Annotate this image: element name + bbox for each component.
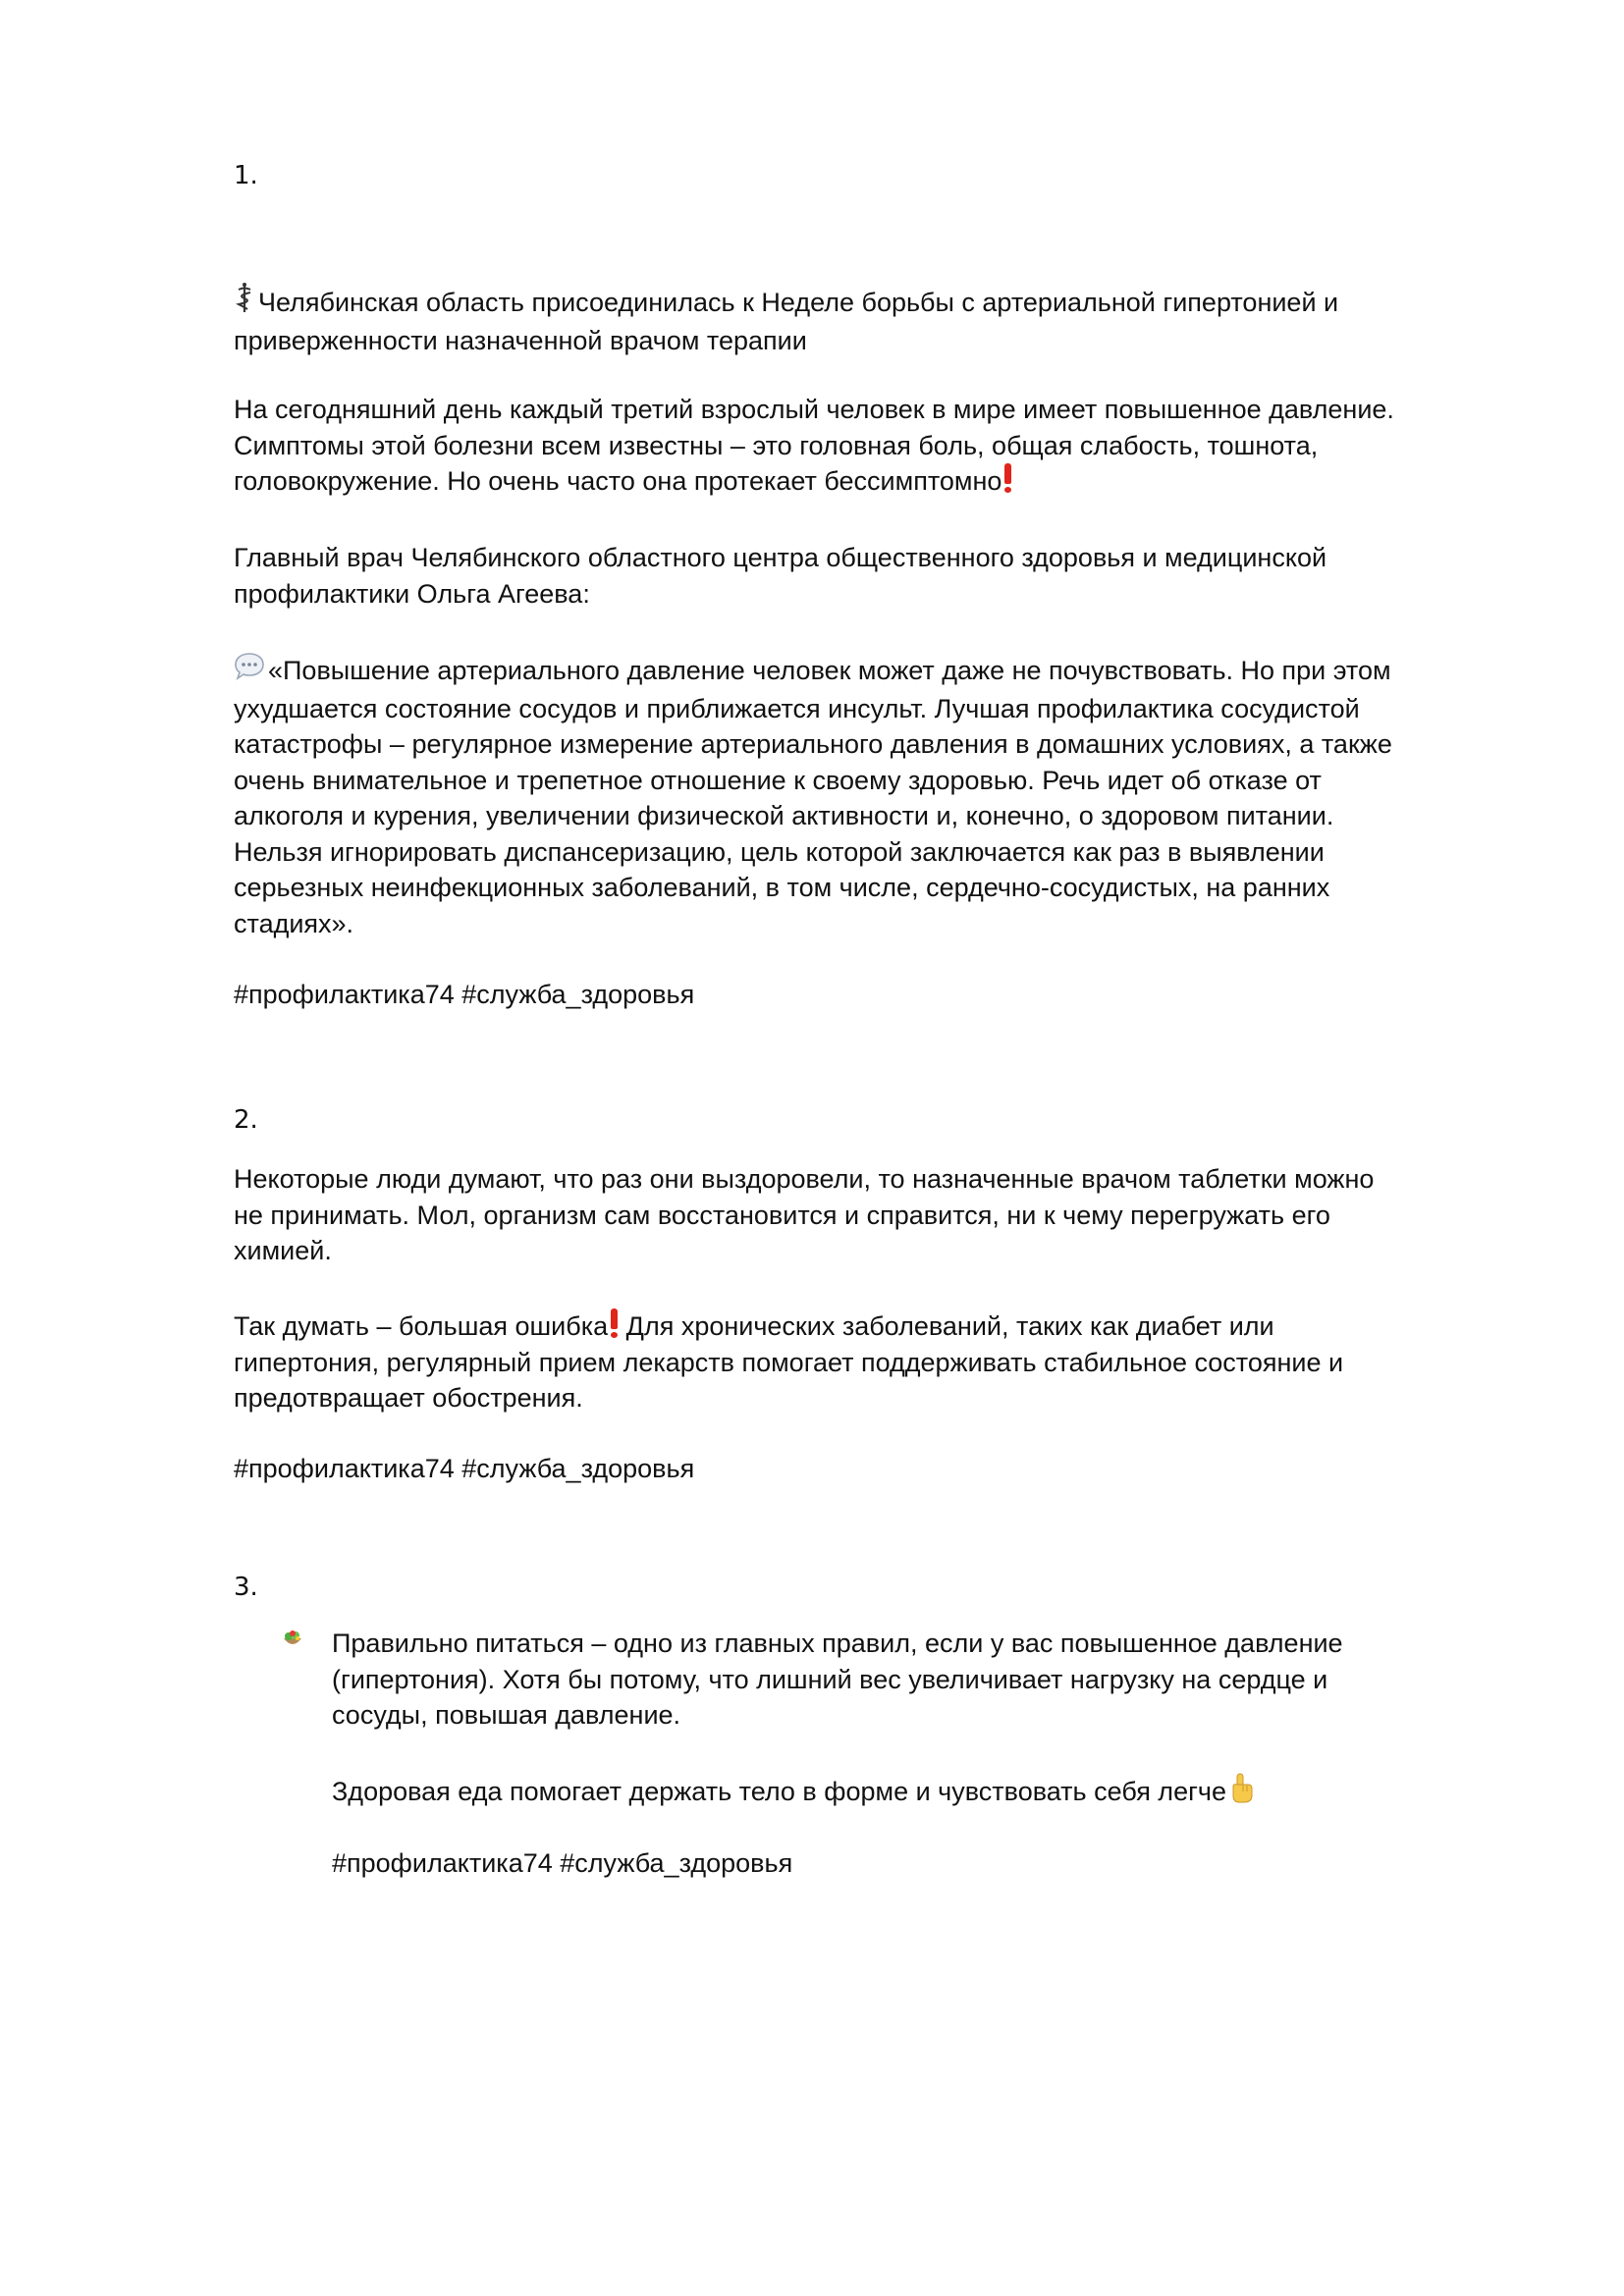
post-2-paragraph-1 — [234, 1161, 1530, 1269]
post-1-quote — [234, 652, 1530, 941]
red-exclamation-icon — [1003, 463, 1012, 493]
quote-line: ухудшается состояние сосудов и приближается инсульт. Лучшая профилактика сосудистой — [234, 693, 1360, 723]
post-3-p1-line: Правильно питаться – одно из главных правил, если у вас повышенное давление — [332, 1629, 1343, 1658]
post-3-hashtags[interactable]: #профилактика74 #служба_здоровья — [332, 1848, 793, 1878]
quote-line: алкоголя и курения, увеличении физической активности и, конечно, о здоровом питании. — [234, 801, 1334, 830]
post-1-hashtags[interactable]: #профилактика74 #служба_здоровья — [234, 980, 695, 1009]
post-1-title-line2: приверженности назначенной врачом терапии — [234, 325, 807, 355]
quote-line: «Повышение артериального давление человек может даже не почувствовать. Но при этом — [268, 656, 1391, 685]
quote-line: стадиях». — [234, 908, 354, 938]
post-2-p2-line2: гипертония, регулярный прием лекарств помогает поддерживать стабильное состояние и — [234, 1347, 1344, 1377]
post-2-paragraph-2 — [234, 1308, 1530, 1416]
post-2-p2-line1b: Для хронических заболеваний, таких как диабет или — [619, 1311, 1274, 1341]
post-3-number: 3. — [234, 1573, 258, 1602]
post-1-paragraph-2 — [234, 540, 1530, 612]
pointing-hand-icon — [1228, 1773, 1254, 1814]
post-2-p1-line: не принимать. Мол, организм сам восстановится и справится, ни к чему перегружать его — [234, 1200, 1330, 1230]
quote-line: очень внимательное и трепетное отношение к своему здоровью. Речь идет об отказе от — [234, 765, 1322, 795]
post-2-p2-line3: предотвращает обострения. — [234, 1383, 583, 1413]
medical-staff-icon — [234, 282, 255, 323]
salad-icon — [282, 1628, 303, 1649]
post-1-p2-line1: Главный врач Челябинского областного центра общественного здоровья и медицинской — [234, 543, 1327, 572]
quote-line: серьезных неинфекционных заболеваний, в том числе, сердечно-сосудистых, на ранних — [234, 873, 1330, 902]
post-2-p1-line: Некоторые люди думают, что раз они выздоровели, то назначенные врачом таблетки можно — [234, 1164, 1375, 1194]
post-2-p2-line1a: Так думать – большая ошибка — [234, 1311, 609, 1341]
post-3-paragraph-2 — [332, 1773, 1530, 1814]
post-3-paragraph-1 — [332, 1626, 1530, 1734]
post-3-p2: Здоровая еда помогает держать тело в форме и чувствовать себя легче — [332, 1777, 1227, 1806]
post-2-number: 2. — [234, 1105, 258, 1135]
post-3-p1-line: сосуды, повышая давление. — [332, 1700, 681, 1730]
speech-bubble-icon — [234, 652, 265, 691]
post-1-p1-line3: головокружение. Но очень часто она протекает бессимптомно — [234, 466, 1002, 496]
red-exclamation-icon — [610, 1308, 619, 1338]
post-1-p2-line2: профилактики Ольга Агеева: — [234, 578, 590, 609]
post-2-hashtags[interactable]: #профилактика74 #служба_здоровья — [234, 1454, 695, 1483]
post-1-title — [234, 282, 1530, 358]
post-3-p1-line: (гипертония). Хотя бы потому, что лишний вес увеличивает нагрузку на сердце и — [332, 1664, 1328, 1694]
post-2-p1-line: химией. — [234, 1236, 332, 1265]
quote-line: катастрофы – регулярное измерение артериального давления в домашних условиях, а также — [234, 729, 1392, 759]
post-1-p1-line2: Симптомы этой болезни всем известны – это головная боль, общая слабость, тошнота, — [234, 430, 1319, 460]
post-1-paragraph-1 — [234, 392, 1530, 500]
post-1-number: 1. — [234, 161, 258, 190]
quote-line: Нельзя игнорировать диспансеризацию, цель которой заключается как раз в выявлении — [234, 836, 1325, 867]
post-1-p1-line1: На сегодняшний день каждый третий взрослый человек в мире имеет повышенное давление. — [234, 395, 1394, 424]
post-1-title-line1: Челябинская область присоединилась к Неделе борьбы с артериальной гипертонией и — [258, 288, 1339, 317]
